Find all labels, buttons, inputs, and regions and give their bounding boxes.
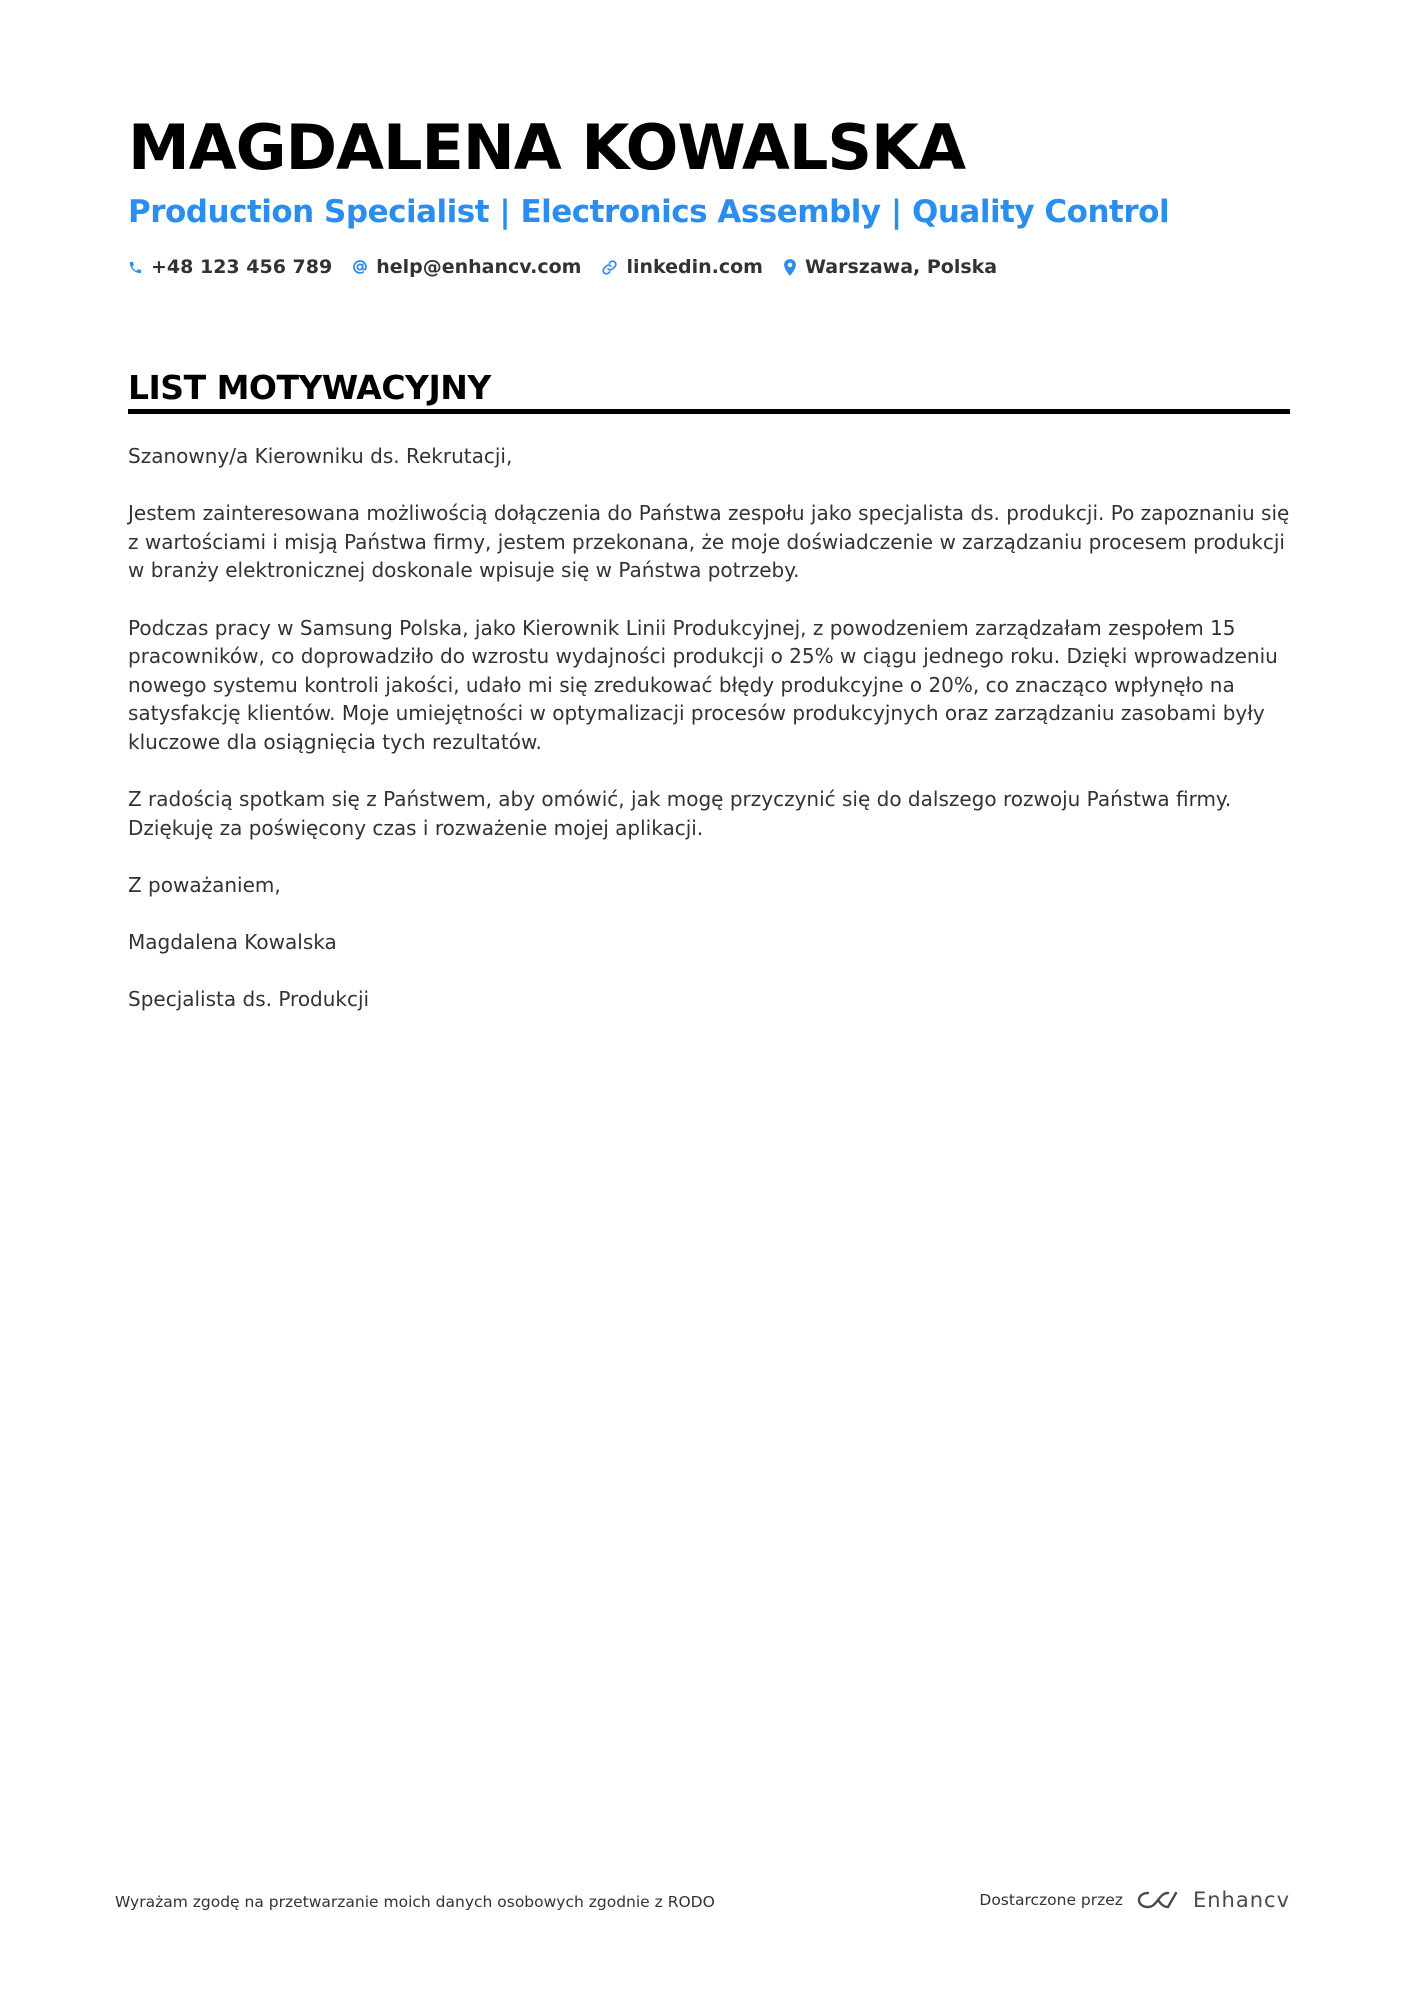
letter-body xyxy=(128,442,1292,1042)
contact-phone xyxy=(128,256,332,278)
letter-paragraph-2: Podczas pracy w Samsung Polska, jako Kierownik Linii Produkcyjnej, z powodzeniem zarządzałam zespołem 15 pracowników, co doprowadziło do wzrostu wydajności produkcji o 25% w ciągu jednego roku. Dzięki wprowadzeniu nowego systemu kontroli jakości, udało mi się zredukować błędy produkcyjne o 20%, co znacząco wpłynęło na satysfakcję klientów. Moje umiejętności w optymalizacji procesów produkcyjnych oraz zarządzaniu zasobami były kluczowe dla osiągnięcia tych rezultatów. xyxy=(128,615,1278,754)
phone-icon xyxy=(128,260,143,275)
powered-by-label: Dostarczone przez xyxy=(979,1891,1123,1909)
candidate-name: MAGDALENA KOWALSKA xyxy=(128,111,966,184)
enhancv-logo-icon xyxy=(1135,1888,1181,1912)
at-icon xyxy=(352,259,368,275)
contact-bar xyxy=(128,252,997,282)
letter-greeting: Szanowny/a Kierowniku ds. Rekrutacji, xyxy=(128,444,513,468)
contact-linkedin xyxy=(601,256,763,278)
signature-title: Specjalista ds. Produkcji xyxy=(128,987,370,1012)
letter-paragraph-3: Z radością spotkam się z Państwem, aby omówić, jak mogę przyczynić się do dalszego rozwoju Państwa firmy. Dziękuję za poświęcony czas i rozważenie mojej aplikacji. xyxy=(128,787,1232,840)
section-title: LIST MOTYWACYJNY xyxy=(128,368,491,407)
location-pin-icon xyxy=(783,259,797,276)
powered-by[interactable] xyxy=(979,1882,1290,1918)
letter-closing: Z poważaniem, xyxy=(128,872,281,897)
location-text: Warszawa, Polska xyxy=(804,256,998,278)
contact-email xyxy=(352,256,581,278)
linkedin-link[interactable]: linkedin.com xyxy=(626,256,763,278)
link-icon xyxy=(601,259,618,276)
section-divider xyxy=(128,409,1290,414)
gdpr-consent: Wyrażam zgodę na przetwarzanie moich danych osobowych zgodnie z RODO xyxy=(115,1893,715,1911)
brand-name: Enhancv xyxy=(1192,1888,1290,1912)
signature-name: Magdalena Kowalska xyxy=(128,930,337,955)
contact-location xyxy=(783,256,997,278)
letter-paragraph-1: Jestem zainteresowana możliwością dołączenia do Państwa zespołu jako specjalista ds. produkcji. Po zapoznaniu się z wartościami i misją Państwa firmy, jestem przekonana, że moje doświadczenie w zarządzaniu procesem produkcji w branży elektronicznej doskonale wpisuje się w Państwa potrzeby. xyxy=(128,501,1290,583)
candidate-headline: Production Specialist | Electronics Assembly | Quality Control xyxy=(128,194,1170,230)
phone-number[interactable]: +48 123 456 789 xyxy=(151,256,333,278)
email-address[interactable]: help@enhancv.com xyxy=(376,256,582,278)
